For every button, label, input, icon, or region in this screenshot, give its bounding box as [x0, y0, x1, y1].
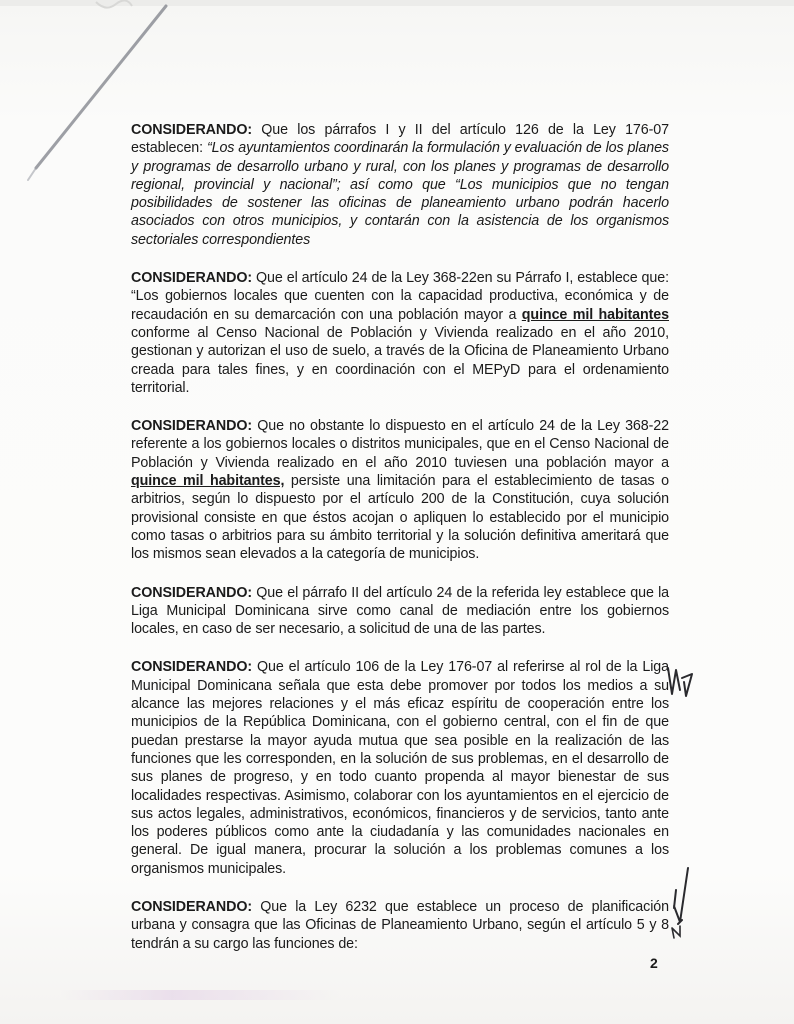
body-text: Que no obstante lo dispuesto en el artículo 24 de la Ley 368-22 referente a los gobiernos locales o distritos municipales, que en el Censo Nacional de Población y Vivienda realizado en el año 2010 tuviesen una población mayor a — [131, 418, 669, 471]
body-text: Que los párrafos I y II del artículo 126 de la Ley 176-07 establecen: — [131, 122, 669, 157]
body-text: conforme al Censo Nacional de Población y Vivienda realizado en el año 2010, gestionan y autorizan el uso de suelo, a través de la Oficina de Planeamiento Urbano creada para tales fines, y en coordinación con el MEPyD para el ordenamiento territorial. — [131, 324, 669, 396]
emphasis-text: quince mil habitantes — [521, 306, 670, 323]
document-body — [131, 121, 669, 973]
body-text: Que la Ley 6232 que establece un proceso de planificación urbana y consagra que las Oficinas de Planeamiento Urbano, según el artículo 5 y 8 tendrán a su cargo las funciones de: — [131, 898, 669, 952]
quoted-text: “Los ayuntamientos coordinarán la formulación y evaluación de los planes y programas de desarrollo urbano y rural, con los planes y programas de desarrollo regional, provincial y nacional”; así como que “Los municipios que no tengan posibilidades de sostener las oficinas de planeamiento urbano podrán hacerlo asociados con otros municipios, y contarán con la asistencia de los organismos sectoriales correspondientes — [131, 140, 669, 248]
considerando-paragraph — [131, 269, 669, 397]
considerando-label: CONSIDERANDO: — [131, 659, 253, 676]
considerando-paragraph — [131, 898, 669, 953]
initials-signature-mark — [668, 860, 698, 940]
emphasis-text: quince mil habitantes, — [131, 473, 285, 490]
body-text: Que el artículo 106 de la Ley 176-07 al referirse al rol de la Liga Municipal Dominicana señala que esta debe promover por todos los medios a su alcance las mejores relaciones y el más eficaz espíritu de cooperación entre los municipios de la República Dominicana, con el gobierno central, con el fin de que puedan prestarse la mayor ayuda mutua que sea posible en la realización de las funciones que les corresponden, en la solución de sus problemas, en el desarrollo de sus planes de progreso, y en todo cuanto propenda al mayor bienestar de sus localidades respectivas. Asimismo, colaborar con los ayuntamientos en el ejercicio de sus actos legales, administrativos, económicos, financieros y de servicios, tanto ante los poderes públicos como ante la ciudadanía y las comunidades nacionales en general. De igual manera, procurar la solución a los problemas comunes a los organismos municipales. — [131, 659, 669, 877]
considerando-label: CONSIDERANDO: — [131, 270, 253, 287]
considerando-label: CONSIDERANDO: — [131, 584, 253, 601]
scan-artifact — [60, 990, 340, 1000]
considerando-label: CONSIDERANDO: — [131, 122, 253, 138]
considerando-paragraph — [131, 658, 669, 878]
considerando-label: CONSIDERANDO: — [131, 418, 253, 435]
page-number: 2 — [650, 955, 658, 971]
considerando-paragraph — [131, 417, 669, 563]
body-text: persiste una limitación para el establecimiento de tasas o arbitrios, según lo dispuesto por el artículo 200 de la Constitución, cuya solución provisional consiste en que éstos acojan o apliquen lo establecido por el municipio como tasas o arbitrios para su ámbito territorial y la solución definitiva ameritará que los mismos sean elevados a la categoría de municipios. — [131, 473, 669, 563]
considerando-paragraph — [131, 121, 669, 249]
initials-signature-mark — [664, 660, 698, 700]
considerando-paragraph — [131, 584, 669, 639]
body-text: Que el párrafo II del artículo 24 de la referida ley establece que la Liga Municipal Dominicana sirve como canal de mediación entre los gobiernos locales, en caso de ser necesario, a solicitud de una de las partes. — [131, 584, 669, 638]
considerando-label: CONSIDERANDO: — [131, 898, 253, 915]
body-text: Que el artículo 24 de la Ley 368-22en su Párrafo I, establece que: “Los gobiernos locales que cuenten con la capacidad productiva, económica y de recaudación en su demarcación con una población mayor a — [131, 270, 669, 323]
